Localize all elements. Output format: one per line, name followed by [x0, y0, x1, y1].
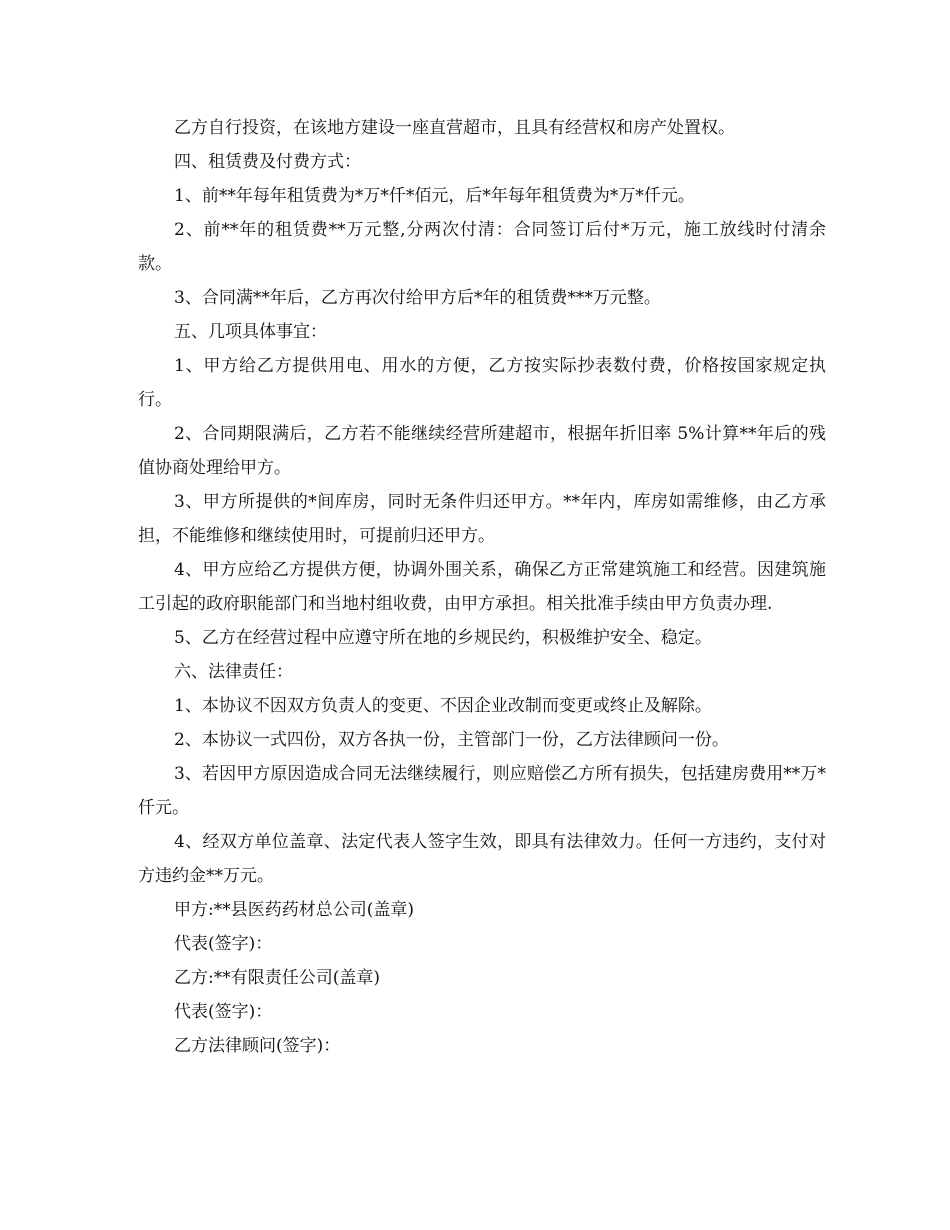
paragraph-rent-2: 2、前**年的租赁费**万元整,分两次付清：合同签订后付*万元，施工放线时付清余款。 [138, 220, 826, 274]
paragraph-matters-3: 3、甲方所提供的*间库房，同时无条件归还甲方。**年内，库房如需维修，由乙方承担，不能维修和继续使用时，可提前归还甲方。 [138, 492, 826, 546]
paragraph-matters-5: 5、乙方在经营过程中应遵守所在地的乡规民约，积极维护安全、稳定。 [174, 628, 712, 648]
paragraph-matters-2: 2、合同期限满后，乙方若不能继续经营所建超市，根据年折旧率 5%计算**年后的残值协商处理给甲方。 [138, 424, 826, 478]
signature-party-b: 乙方:**有限责任公司(盖章) [174, 968, 380, 988]
section-heading-matters: 五、几项具体事宜： [174, 322, 327, 342]
paragraph-1: 乙方自行投资，在该地方建设一座直营超市，且具有经营权和房产处置权。 [174, 118, 735, 138]
paragraph-liability-3: 3、若因甲方原因造成合同无法继续履行，则应赔偿乙方所有损失，包括建房费用**万*仟元。 [138, 764, 826, 818]
paragraph-liability-1: 1、本协议不因双方负责人的变更、不因企业改制而变更或终止及解除。 [174, 696, 712, 716]
signature-party-a-representative: 代表(签字)： [174, 934, 273, 954]
section-heading-rent: 四、租赁费及付费方式： [174, 152, 361, 172]
signature-party-a: 甲方:**县医药药材总公司(盖章) [174, 900, 414, 920]
section-heading-liability: 六、法律责任： [174, 662, 293, 682]
signature-party-b-legal-advisor: 乙方法律顾问(签字)： [174, 1036, 341, 1056]
document-body [138, 111, 826, 1063]
paragraph-matters-4: 4、甲方应给乙方提供方便，协调外围关系，确保乙方正常建筑施工和经营。因建筑施工引起的政府职能部门和当地村组收费，由甲方承担。相关批准手续由甲方负责办理. [138, 560, 826, 614]
paragraph-liability-2: 2、本协议一式四份，双方各执一份，主管部门一份，乙方法律顾问一份。 [174, 730, 729, 750]
paragraph-liability-4: 4、经双方单位盖章、法定代表人签字生效，即具有法律效力。任何一方违约，支付对方违约金**万元。 [138, 832, 826, 886]
signature-party-b-representative: 代表(签字)： [174, 1002, 273, 1022]
paragraph-rent-3: 3、合同满**年后，乙方再次付给甲方后*年的租赁费***万元整。 [174, 288, 661, 308]
paragraph-matters-1: 1、甲方给乙方提供用电、用水的方便，乙方按实际抄表数付费，价格按国家规定执行。 [138, 356, 826, 410]
paragraph-rent-1: 1、前**年每年租赁费为*万*仟*佰元，后*年每年租赁费为*万*仟元。 [174, 186, 695, 206]
